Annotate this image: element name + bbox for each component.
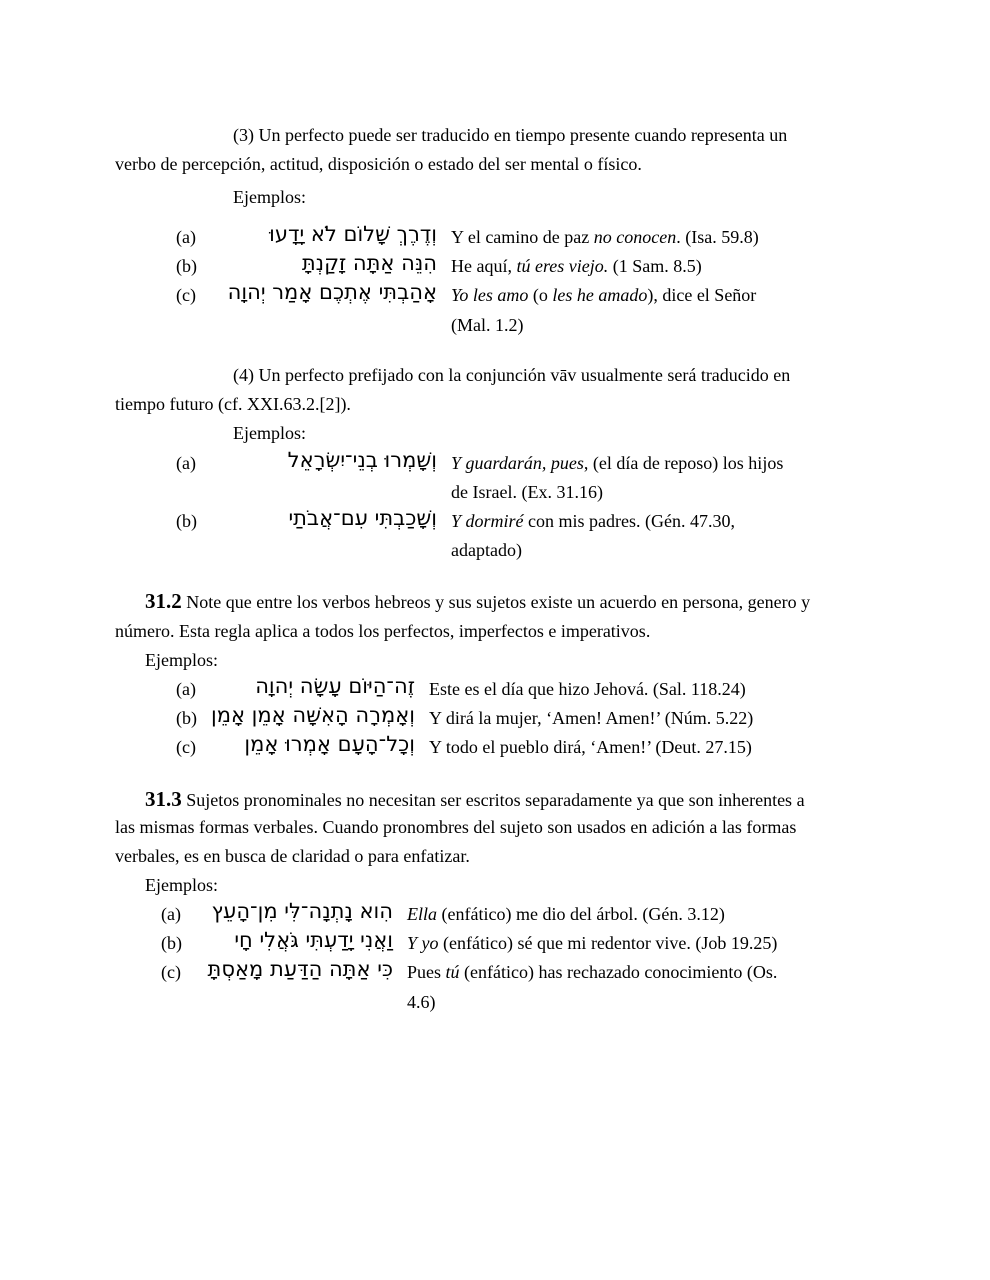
section-number: 31.2: [145, 589, 182, 613]
translation-continued: adaptado): [451, 540, 522, 560]
translation: Y yo (enfático) sé que mi redentor vive. (Job 19.25): [407, 933, 778, 953]
hebrew-text: כִּי אַתָּה הַדַּעַת מָאַסְתָּ: [207, 957, 393, 981]
translation-continued: de Israel. (Ex. 31.16): [451, 482, 603, 502]
hebrew-text: הִנֵּה אַתָּה זָקַנְתָּ: [301, 251, 437, 275]
translation: Ella (enfático) me dio del árbol. (Gén. 3.12): [407, 904, 725, 924]
translation-continued: 4.6): [407, 992, 436, 1012]
example-label: (b): [161, 933, 182, 953]
hebrew-text: אָהַבְתִּי אֶתְכֶם אָמַר יְהוָה: [227, 280, 437, 304]
section-31-2-line1: 31.2 Note que entre los verbos hebreos y sus sujetos existe un acuerdo en persona, genero y: [145, 589, 811, 613]
translation: Este es el día que hizo Jehová. (Sal. 118.24): [429, 679, 746, 699]
hebrew-text: וַאֲנִי יָדַעְתִּי גֹּאֲלִי חָי: [234, 928, 393, 952]
para4-line2: tiempo futuro (cf. XXI.63.2.[2]).: [115, 394, 351, 414]
translation-continued: (Mal. 1.2): [451, 315, 524, 335]
section-31-3-line3: verbales, es en busca de claridad o para enfatizar.: [115, 846, 470, 866]
para3-line1: (3) Un perfecto puede ser traducido en tiempo presente cuando representa un: [233, 125, 788, 145]
translation: Yo les amo (o les he amado), dice el Señor: [451, 285, 757, 305]
hebrew-text: זֶה־הַיּוֹם עָשָׂה יְהוָה: [255, 674, 415, 698]
translation: Y dormiré con mis padres. (Gén. 47.30,: [451, 511, 735, 531]
translation: Y el camino de paz no conocen. (Isa. 59.8): [451, 227, 759, 247]
example-label: (b): [176, 511, 197, 531]
example-label: (a): [176, 679, 196, 699]
example-label: (a): [176, 453, 196, 473]
hebrew-text: הִוא נָתְנָה־לִּי מִן־הָעֵץ: [211, 899, 393, 923]
translation: Y todo el pueblo dirá, ‘Amen!’ (Deut. 27.15): [429, 737, 752, 757]
hebrew-text: וְאָמְרָה הָאִשָּׁה אָמֵן אָמֵן: [210, 703, 415, 727]
example-label: (a): [161, 904, 181, 924]
example-label: (c): [176, 737, 196, 757]
translation: He aquí, tú eres viejo. (1 Sam. 8.5): [451, 256, 702, 276]
section-31-3-line2: las mismas formas verbales. Cuando pronombres del sujeto son usados en adición a las formas: [115, 817, 797, 837]
translation: Pues tú (enfático) has rechazado conocimiento (Os.: [407, 962, 778, 982]
example-label: (b): [176, 708, 197, 728]
hebrew-text: וְשָׁכַבְתִּי עִם־אֲבֹתַי: [288, 506, 437, 530]
examples-label: Ejemplos:: [145, 875, 218, 895]
hebrew-text: וְדֶרֶךְ שָׁלוֹם לֹא יָדָעוּ: [269, 222, 437, 246]
section-31-2-line2: número. Esta regla aplica a todos los perfectos, imperfectos e imperativos.: [115, 621, 651, 641]
example-label: (a): [176, 227, 196, 247]
example-label: (c): [176, 285, 196, 305]
para4-line1: (4) Un perfecto prefijado con la conjunción vāv usualmente será traducido en: [233, 365, 791, 385]
para3-line2: verbo de percepción, actitud, disposición o estado del ser mental o físico.: [115, 154, 642, 174]
section-number: 31.3: [145, 787, 182, 811]
example-label: (c): [161, 962, 181, 982]
hebrew-text: וְכָל־הָעָם אָמְרוּ אָמֵן: [244, 732, 415, 756]
translation: Y guardarán, pues, (el día de reposo) los hijos: [451, 453, 784, 473]
hebrew-text: וְשָׁמְרוּ בְנֵי־יִשְׂרָאֵל: [287, 448, 437, 472]
translation: Y dirá la mujer, ‘Amen! Amen!’ (Núm. 5.22): [429, 708, 754, 728]
section-31-3-line1: 31.3 Sujetos pronominales no necesitan ser escritos separadamente ya que son inherentes a: [145, 787, 805, 811]
examples-label: Ejemplos:: [233, 423, 306, 443]
example-label: (b): [176, 256, 197, 276]
examples-label: Ejemplos:: [233, 187, 306, 207]
examples-label: Ejemplos:: [145, 650, 218, 670]
